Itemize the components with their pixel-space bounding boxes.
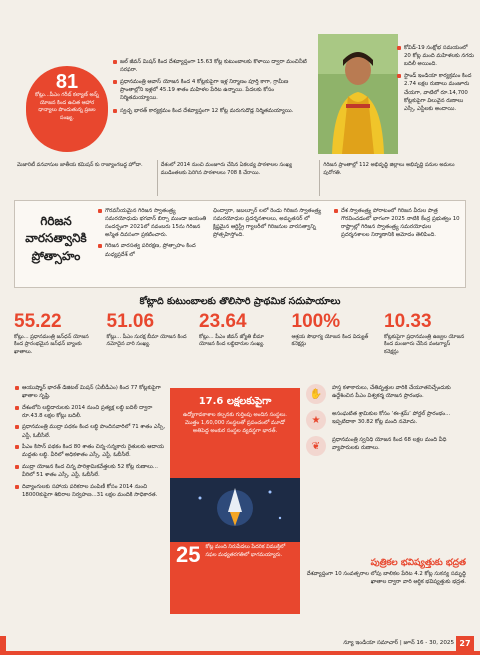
highlight-heading: 17.6 లక్షలకుపైగా	[198, 396, 272, 407]
stat-description: కోట్లు... ప్రధానమంత్రి జన్‌ధన్ యోజన కింద ప్రారంభమైన జన్‌ధన్ బ్యాంకు ఖాతాలు.	[14, 333, 89, 355]
stat-item	[292, 312, 374, 378]
tribal-column-1	[97, 207, 207, 262]
stat-item	[199, 312, 281, 378]
top-right-bullets	[396, 44, 476, 117]
bottom-left-bullets	[14, 384, 166, 502]
list-item: దివ్యాంగులకు సహాయ పరికరాల పంపిణీ కోసం 2014 నుంచి 18000కుపైగా శిబిరాల నిర్వహణ...31 లక్షల మందికి సాధికారత.	[14, 483, 166, 499]
tribal-heritage-section	[14, 200, 466, 288]
stat-badge-81	[26, 66, 108, 152]
highlight-text: ఉద్యోగావకాశాల కల్పనకు గుర్తింపు అందిన సంస్థలు. మొత్తం 1,60,000 సంస్థలతో ప్రపంచంలో మూడో అతిపెద్ద అంకుర సంస్థల వ్యవస్థగా భారత్.	[183, 412, 287, 434]
stat-item	[107, 312, 189, 378]
stats-title: కోట్లాది కుటుంబాలకు తొలిసారి ప్రాథమిక సదుపాయాలు	[139, 296, 341, 307]
badge-number: 81	[55, 71, 79, 93]
strip-cell: దేశంలో 2014 నుంచి మంజూరు చేసిన ఏకలవ్య పాఠశాలల సంఖ్య ముడింతలకు పెరిగిన పాఠశాలలు 708 కి చేరాయి.	[157, 160, 316, 196]
info-strip	[14, 160, 466, 196]
tribal-column-2	[213, 207, 323, 239]
issue-label: న్యూ ఇండియా సమాచార్ | జూన్ 16 - 30, 2025	[343, 640, 454, 646]
strip-cell: మెజారిటీ వనవాసుల జాతీయ కమిషన్ కు రాజ్యాంగబద్ధ హోదా.	[17, 162, 143, 168]
stat-number: 10.33	[384, 311, 432, 332]
footer-accent	[0, 636, 6, 651]
stat-description: కోట్లు... పీఎం జీవన్ జ్యోతి బీమా యోజన కింద లబ్ధిదారుల సంఖ్య.	[199, 333, 265, 348]
list-item: ఆయుష్మాన్ భారత్ డిజిటల్ మిషన్ (ఏబీడీఎం) కింద 77 కోట్లకుపైగా ఖాతాల సృష్టి.	[14, 384, 166, 400]
list-item: జల్ జీవన్ మిషన్ కింద దేశవ్యాప్తంగా 15.63 కోట్ల కుటుంబాలకు కొళాయి ద్వారా మంచినీటి సరఫరా.	[112, 58, 312, 74]
page-number: 27	[456, 636, 474, 651]
list-item	[306, 410, 466, 430]
paragraph: ఛింద్వారా, జబల్పూర్ లలో రెండు గిరిజన స్వాతంత్ర్య సమరయోధుల ప్రదర్శనశాలలు, అమృతసర్ లో క్లిష్టమైన ఆర్టిస్ట్రీ గ్యాలరీలో గిరిజనుల వారసత్వాన్ని ప్రోత్సహిస్తోంది.	[213, 208, 322, 239]
stat-number: 55.22	[14, 311, 62, 332]
stat-description: కోట్లకుపైగా ప్రధానమంత్రి ఉజ్వల యోజన కింద మంజూరు చేసిన వంటగ్యాస్ కనెక్షన్లు	[384, 333, 465, 355]
stat-number: 100%	[291, 311, 341, 332]
top-middle-bullets	[112, 58, 312, 119]
poverty-number: 25	[176, 542, 201, 567]
list-item: దేశంలోని లబ్ధిదారులకు 2014 నుంచి ప్రత్యక్ష లబ్ధి బదిలీ ద్వారా రూ.43.8 లక్షల కోట్లు బదిలీ.	[14, 404, 166, 420]
page-footer	[0, 636, 480, 655]
list-item: స్వచ్ఛ భారత్ కార్యక్రమం కింద దేశవ్యాప్తంగా 12 కోట్ల మరుగుదొడ్ల నిర్మితమయ్యాయి.	[112, 107, 312, 115]
item-text: హస్త కళాకారులు, చేతివృత్తుల వారికి చేయూతనిచ్చేందుకు ఉద్దేశించిన పీఎం విశ్వకర్మ యోజన ప్రారంభం.	[332, 385, 451, 400]
list-item: పీఎం కిసాన్ పథకం కింద 80 శాతం చిన్న-సన్నకారు రైతులకు ఆదాయ మద్దతు లబ్ధి. వీరిలో అధికశాతం ఎస్సీ, ఎస్టీ, ఓబీసీలే.	[14, 443, 166, 459]
paragraph: దేశవ్యాప్తంగా 10 సంవత్సరాల లోపు బాలికల పేరిట 4.2 కోట్ల సుకన్య సమృద్ధి ఖాతాల ద్వారా వారి ఆర్థిక భవిష్యత్తుకు భద్రత.	[306, 571, 466, 586]
stat-item	[384, 312, 466, 378]
list-item: ముద్రా యోజన కింద చిన్న పారిశ్రామికవేత్తలకు 52 కోట్ల రుణాలు... వీరిలో 51 శాతం ఎస్సీ, ఎస్టీ, ఓబీసీలే.	[14, 463, 166, 479]
award-icon: ★	[306, 410, 326, 430]
list-item: గౌరవనీయమైన గిరిజన స్వాతంత్ర్య సమరయోధుడు భగవాన్ బిర్సా ముండా జయంతి సందర్భంగా 2021లో నవంబరు 15ను గిరిజన అస్మిత దివసంగా ప్రకటించారు.	[97, 207, 207, 239]
stat-number: 23.64	[199, 311, 247, 332]
handshake-icon: ✋	[306, 384, 326, 404]
list-item: గిరిజన వారసత్వ పరిరక్షణ, ప్రోత్సాహం కింద మధ్యప్రదేశ్ లో	[97, 242, 207, 258]
strip-cell: గిరిజన ప్రాంతాల్లో 112 అభివృద్ధి జిల్లాలు అభివృద్ధి పనుల అమలు పురోగతి.	[319, 160, 466, 196]
stats-row	[14, 312, 466, 378]
stat-description: కోట్లు... పీఎం సురక్ష బీమా యోజన కింద నమోదైన వారి సంఖ్య.	[106, 333, 187, 348]
list-item: దేశ స్వాతంత్ర్య పోరాటంలో గిరిజన వీరుల పాత్ర గౌరవించడంలో భాగంగా 2025 నాటికి కేంద్ర ప్రభుత్వం 10 రాష్ట్రాల్లో గిరిజన స్వాతంత్ర్య సమరయోధుల ప్రదర్శనశాలల నిర్మాణానికి ఆమోదం తెలిపింది.	[333, 207, 461, 239]
poverty-text: కోట్ల మంది నిరుపేదలు పేదరిక విముక్తిలో సఫల మధ్యతరగతిలో భాగమయ్యారు.	[205, 544, 286, 558]
stat-item	[14, 312, 96, 378]
list-item	[306, 436, 466, 456]
item-text: అసంఘటిత శ్రామికుల కోసం ‘ఈ-శ్రమ్’ పోర్టల్ ప్రారంభం... ఇప్పటిదాకా 30.82 కోట్ల మంది నమోదు.	[332, 411, 451, 426]
tribal-column-3	[333, 207, 461, 242]
footer-bar	[0, 651, 480, 655]
startup-highlight-box	[170, 388, 300, 614]
girl-child-section	[306, 558, 466, 586]
rocket-illustration	[170, 478, 300, 542]
list-item: కోవిడ్-19 సంక్షోభ సమయంలో 20 కోట్ల మంది మహిళలకు నగదు బదిలీ అయింది.	[396, 44, 476, 68]
poverty-stat	[176, 544, 294, 566]
woman-portrait-image	[318, 34, 398, 154]
item-text: ప్రధానమంత్రి స్వనిధి యోజన కింద 68 లక్షల మంది వీధి వ్యాపారులకు రుణాలు.	[332, 437, 447, 452]
list-item	[306, 384, 466, 404]
list-item: ప్రధానమంత్రి ముద్రా పథకం కింద లబ్ధి పొందినవారిలో 71 శాతం ఎస్సీ, ఎస్టీ, ఓబీసీలే.	[14, 423, 166, 439]
badge-label: కోట్లు...పీఎం గరీబ్ కల్యాణ్ అన్న్ యోజన కింద ఉచిత ఆహార ధాన్యాలు పొందుతున్న ప్రజల సంఖ్య.	[35, 92, 99, 121]
stat-number: 51.06	[106, 311, 155, 332]
list-item: ప్రధానమంత్రి ఆవాస్ యోజన కింద 4 కోట్లకుపైగా ఇళ్ల నిర్మాణం పూర్తి కాగా, గ్రామీణ ప్రాంతాల్లోని ఇళ్లలో 45.19 శాతం మహిళల పేరిట ఉన్నాయి. పేదలకు కోసం నిర్మితమయ్యాయి.	[112, 78, 312, 102]
stat-description: ఆశ్రయ సౌభాగ్య యోజన కింద విద్యుత్ కనెక్షన్లు	[291, 333, 369, 348]
leaf-icon: ❦	[306, 436, 326, 456]
list-item: స్టాండ్ ఇండియా కార్యక్రమం కింద 2.74 లక్షల రుణాలు మంజూరు చేయగా, వాటిలో రూ.14,700 కోట్లకుపైగా విలువైన రుణాలు ఎస్సీ, ఎస్టీలకు అందాయి.	[396, 72, 476, 113]
section-heading: పుత్రికల భవిష్యత్తుకు భద్రత	[370, 558, 466, 568]
bottom-right-items	[306, 384, 466, 462]
section-heading: గిరిజన వారసత్వానికి ప్రోత్సాహం	[25, 214, 87, 263]
